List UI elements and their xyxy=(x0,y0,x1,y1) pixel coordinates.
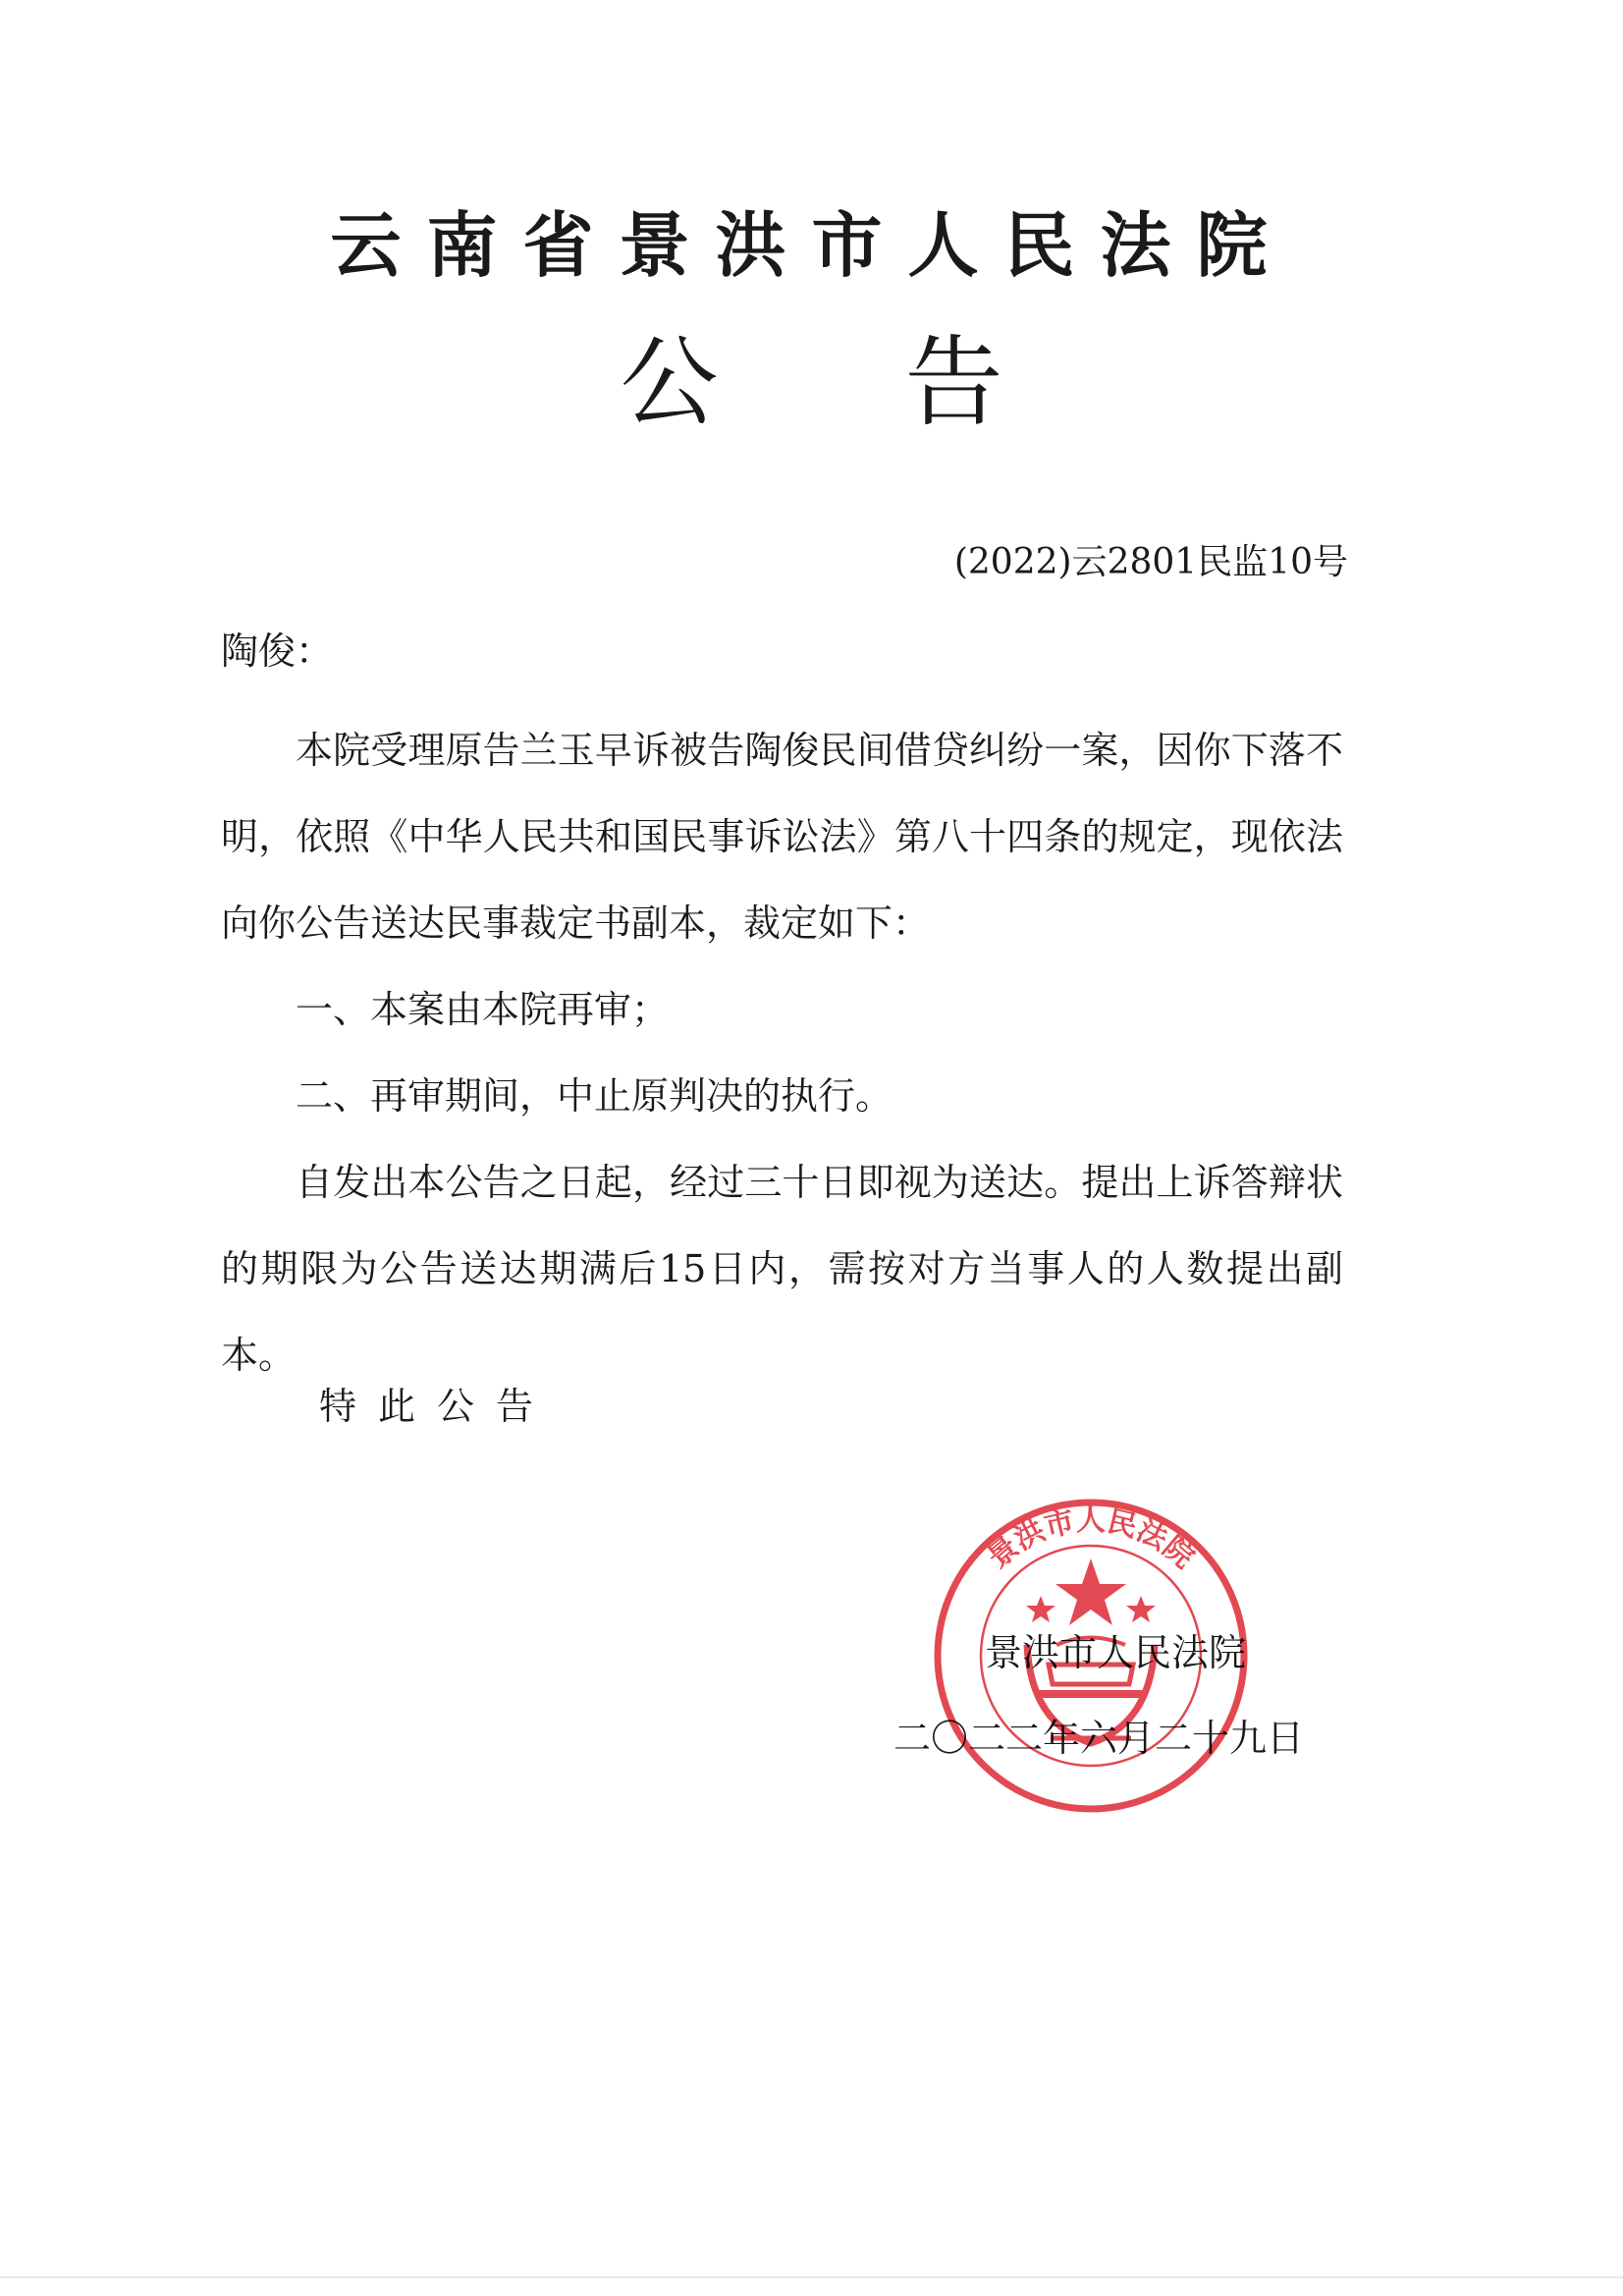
document-title xyxy=(0,319,1623,447)
addressee: 陶俊： xyxy=(221,629,334,673)
signature-court: 景洪市人民法院 xyxy=(985,1631,1247,1674)
case-number: (2022)云2801民监10号 xyxy=(953,542,1348,582)
ruling-item-1: 一、本案由本院再审； xyxy=(296,988,670,1031)
seal-star-icon xyxy=(1055,1558,1126,1625)
court-seal-stamp xyxy=(933,1498,1249,1814)
ruling-item-2: 二、再审期间，中止原判决的执行。 xyxy=(296,1074,893,1118)
body-paragraph-intro: 本院受理原告兰玉早诉被告陶俊民间借贷纠纷一案，因你下落不明，依照《中华人民共和国民事诉讼法》第八十四条的规定，现依法向你公告送达民事裁定书副本，裁定如下： xyxy=(221,729,1343,945)
court-name-heading: 云南省景洪市人民法院 xyxy=(330,204,1293,287)
signature-date: 二〇二二年六月二十九日 xyxy=(893,1717,1305,1760)
seal-text: 景洪市人民法院 xyxy=(981,1503,1201,1576)
page-bottom-rule xyxy=(0,2276,1623,2278)
body-paragraph-service: 自发出本公告之日起，经过三十日即视为送达。提出上诉答辩状的期限为公告送达期满后15日内，需按对方当事人的人数提出副本。 xyxy=(221,1161,1343,1377)
document-title-char-2: 告 xyxy=(904,325,1003,440)
closing-phrase: 特此公告 xyxy=(319,1385,556,1428)
document-title-char-1: 公 xyxy=(620,325,719,440)
notice-body xyxy=(221,707,1343,1398)
